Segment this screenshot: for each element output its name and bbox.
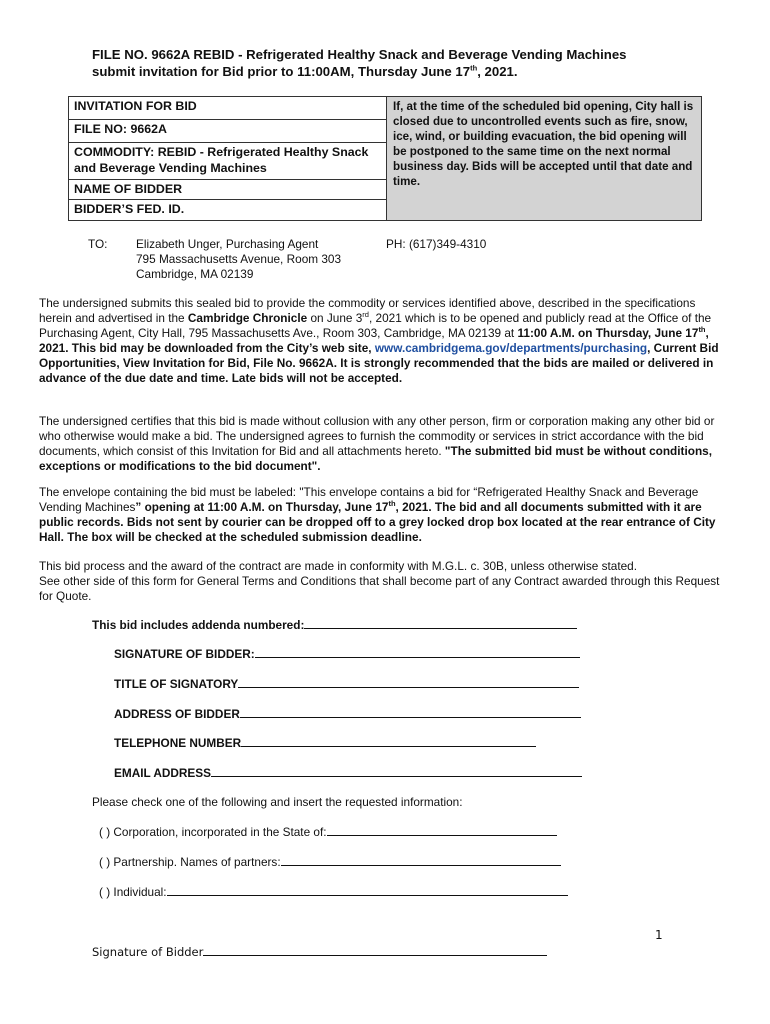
heading-line-1: FILE NO. 9662A REBID - Refrigerated Healthy Snack and Beverage Vending Machines: [92, 47, 627, 62]
partnership-option[interactable]: [99, 854, 561, 870]
name-of-bidder-cell[interactable]: NAME OF BIDDER: [69, 180, 386, 200]
title-line[interactable]: [238, 676, 579, 688]
opening-time: 11:00 A.M. on Thursday, June 17: [517, 326, 699, 340]
telephone-label: TELEPHONE NUMBER: [114, 736, 242, 750]
individual-line[interactable]: [167, 884, 568, 896]
no-conditions-notice: "The submitted bid must be without conditions, exceptions or modifications to the bid document".: [39, 444, 712, 473]
footer-signature-line[interactable]: [203, 944, 547, 956]
email-field[interactable]: [114, 765, 582, 781]
para1-sup-2: th: [698, 325, 706, 335]
conformity-line: This bid process and the award of the contract are made in conformity with M.G.L. c. 30B, unless otherwise stated.: [39, 559, 637, 573]
signature-field[interactable]: [114, 646, 580, 662]
certification-paragraph: [39, 414, 731, 474]
partnership-label: ( ) Partnership. Names of partners:: [99, 855, 281, 869]
recipient-phone: PH: (617)349-4310: [386, 237, 487, 251]
para1-text-3: on June 3: [307, 311, 363, 325]
document-heading: [92, 46, 712, 80]
corporation-label: ( ) Corporation, incorporated in the State of:: [99, 825, 327, 839]
heading-line-2-text: submit invitation for Bid prior to 11:00AM, Thursday June 17: [92, 64, 471, 79]
individual-option[interactable]: [99, 884, 568, 900]
footer-signature-label: Signature of Bidder: [92, 945, 204, 959]
address-label: ADDRESS OF BIDDER: [114, 707, 240, 721]
addenda-field[interactable]: [92, 617, 577, 633]
check-intro: Please check one of the following and insert the requested information:: [92, 795, 463, 809]
terms-line: See other side of this form for General Terms and Conditions that shall become part of any Contract awarded through this Request for Quote.: [39, 574, 720, 603]
address-field[interactable]: [114, 706, 581, 722]
para3-sup: th: [388, 499, 396, 509]
submission-paragraph: [39, 296, 731, 386]
commodity-cell: COMMODITY: REBID - Refrigerated Healthy Snack and Beverage Vending Machines: [69, 143, 386, 180]
para2-text: The undersigned certifies that this bid is made without collusion with any other person, firm or corporation making any other bid or who otherwise would make a bid. The undersigned agrees to furnish the commodity or services in strict accordance with the bid documents, which consist of this Invitation for Bid and all attachments hereto.: [39, 414, 715, 458]
signature-label: SIGNATURE OF BIDDER:: [114, 647, 255, 661]
address-line[interactable]: [240, 706, 581, 718]
invitation-table-left: [69, 97, 386, 220]
para1-text-1: The undersigned submits this sealed bid to provide the commodity or services identified above, described in the specifications herein and advertised in the: [39, 296, 696, 325]
newspaper-name: Cambridge Chronicle: [187, 311, 308, 325]
corporation-line[interactable]: [327, 824, 557, 836]
email-label: EMAIL ADDRESS: [114, 766, 212, 780]
recipient-address-line-1: 795 Massachusetts Avenue, Room 303: [136, 252, 342, 266]
para3-text-1: The envelope containing the bid must be labeled: "This envelope contains a bid for “Refrigerated Healthy Snack and Beverage Vending Machines: [39, 485, 699, 514]
individual-label: ( ) Individual:: [99, 885, 167, 899]
invitation-table: [68, 96, 702, 221]
invitation-for-bid-cell: INVITATION FOR BID: [69, 97, 386, 120]
telephone-line[interactable]: [241, 735, 536, 747]
heading-line-2-end: , 2021.: [477, 64, 518, 79]
file-no-cell: FILE NO: 9662A: [69, 120, 386, 143]
title-label: TITLE OF SIGNATORY: [114, 677, 239, 691]
para1-sup-1: rd: [362, 310, 369, 320]
addenda-label: This bid includes addenda numbered:: [92, 618, 305, 632]
bidder-fed-id-cell[interactable]: BIDDER’S FED. ID.: [74, 202, 185, 216]
late-bids-notice: , Current Bid Opportunities, View Invitation for Bid, File No. 9662A. It is strongly recommended that the bids are mailed or delivered in advance of the due date and time. Late bids will not be accepted.: [39, 341, 719, 385]
para1-text-4: , 2021 which is to be opened and publicly read at the Office of the Purchasing Agent, City Hall, 795 Massachusetts Ave., Room 303, Cambridge, MA 02139 at: [39, 311, 712, 340]
addenda-line[interactable]: [304, 617, 577, 629]
footer-signature-field[interactable]: [92, 944, 547, 959]
to-label: TO:: [88, 237, 108, 251]
recipient-address-line-2: Cambridge, MA 02139: [136, 267, 254, 281]
recipient-address: [136, 237, 396, 282]
para3-text-2: ” opening at 11:00 A.M. on Thursday, June 17: [135, 500, 389, 514]
signature-line[interactable]: [255, 646, 580, 658]
city-website-link[interactable]: www.cambridgema.gov/departments/purchasing: [374, 341, 648, 355]
page-number: 1: [655, 928, 663, 942]
heading-superscript: th: [470, 63, 478, 73]
recipient-name: Elizabeth Unger, Purchasing Agent: [136, 237, 319, 251]
email-line[interactable]: [211, 765, 582, 777]
telephone-field[interactable]: [114, 735, 536, 751]
partnership-line[interactable]: [281, 854, 561, 866]
title-field[interactable]: [114, 676, 579, 692]
envelope-paragraph: [39, 485, 731, 545]
closure-notice: If, at the time of the scheduled bid opening, City hall is closed due to uncontrolled events such as fire, snow, ice, wind, or building evacuation, the bid opening will be postponed to the same time on the next normal business day. Bids will be accepted until that date and time.: [386, 97, 701, 220]
download-notice: , 2021. This bid may be downloaded from the City’s web site,: [39, 326, 709, 355]
corporation-option[interactable]: [99, 824, 557, 840]
para3-text-3: , 2021. The bid and all documents submitted with it are public records. Bids not sent by courier can be dropped off to a grey locked drop box located at the rear entrance of City Hall. The box will be checked at the scheduled submission deadline.: [39, 500, 716, 544]
conformity-paragraph: [39, 559, 731, 604]
heading-line-2: [92, 63, 712, 80]
